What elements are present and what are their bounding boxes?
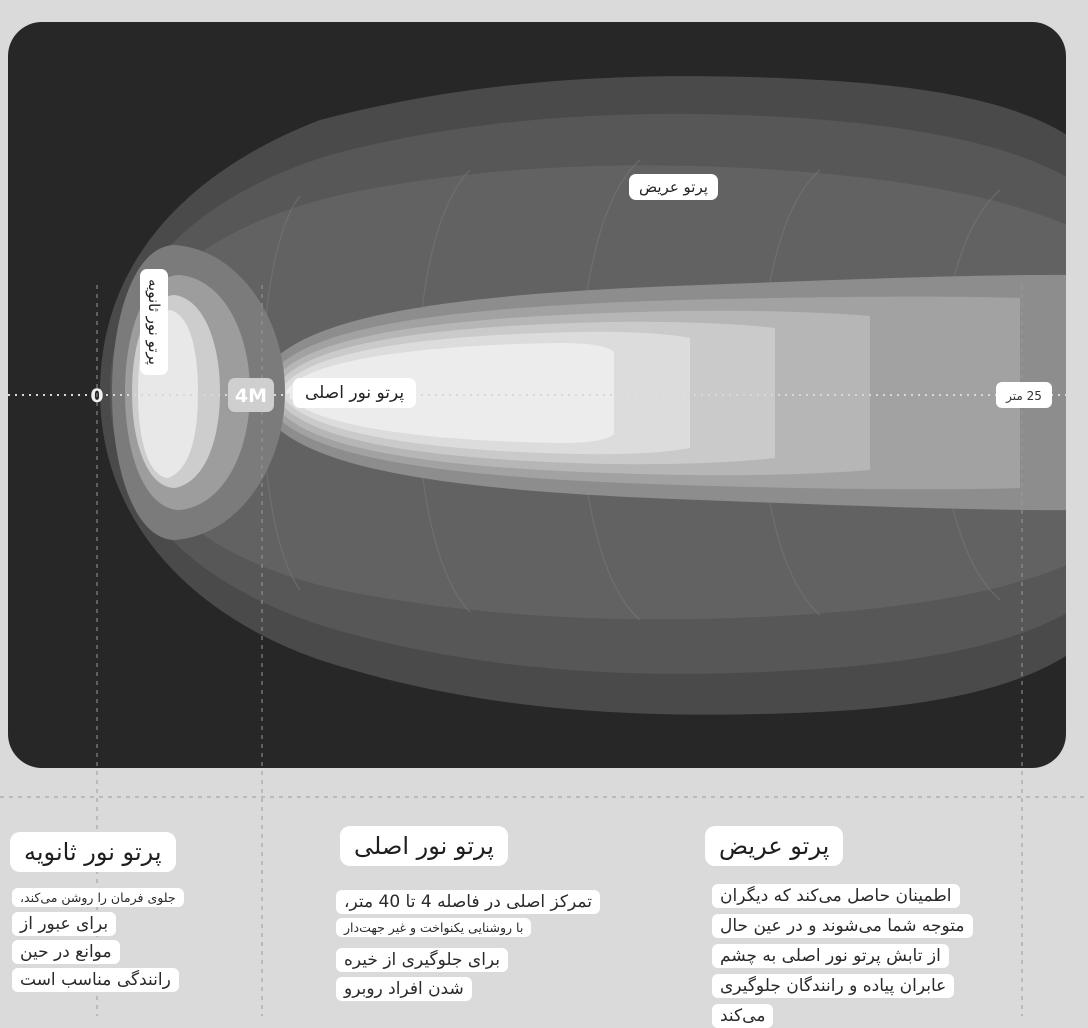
main-panel-line: شدن افراد روبرو: [336, 977, 472, 1001]
zero-marker: 0: [90, 385, 104, 407]
wide-panel-line: متوجه شما می‌شوند و در عین حال: [712, 914, 973, 938]
twenty-five-marker: 25 متر: [1006, 389, 1042, 403]
wide-panel-line: اطمینان حاصل می‌کند که دیگران: [712, 884, 960, 908]
main-panel-title: پرتو نور اصلی: [340, 826, 508, 866]
wide-panel-line: عابران پیاده و رانندگان جلوگیری: [712, 974, 954, 998]
main-panel-line: با روشنایی یکنواخت و غیر جهت‌دار: [336, 918, 531, 937]
wide-panel-line: می‌کند: [712, 1004, 773, 1028]
secondary-beam-label: پرتو نور ثانویه: [140, 269, 168, 375]
four-m-marker: 4M: [234, 385, 268, 407]
secondary-panel-title: پرتو نور ثانویه: [10, 832, 176, 872]
wide-beam-label: پرتو عریض: [629, 174, 718, 200]
main-panel-line: برای جلوگیری از خیره: [336, 948, 508, 972]
secondary-panel-line: رانندگی مناسب است: [12, 968, 179, 992]
secondary-panel-line: جلوی فرمان را روشن می‌کند،: [12, 888, 184, 907]
secondary-panel-line: موانع در حین: [12, 940, 120, 964]
wide-panel-line: از تابش پرتو نور اصلی به چشم: [712, 944, 949, 968]
wide-panel-title: پرتو عریض: [705, 826, 843, 866]
main-beam-label: پرتو نور اصلی: [293, 378, 416, 408]
main-panel-line: تمرکز اصلی در فاصله 4 تا 40 متر،: [336, 890, 600, 914]
secondary-panel-line: برای عبور از: [12, 912, 116, 936]
